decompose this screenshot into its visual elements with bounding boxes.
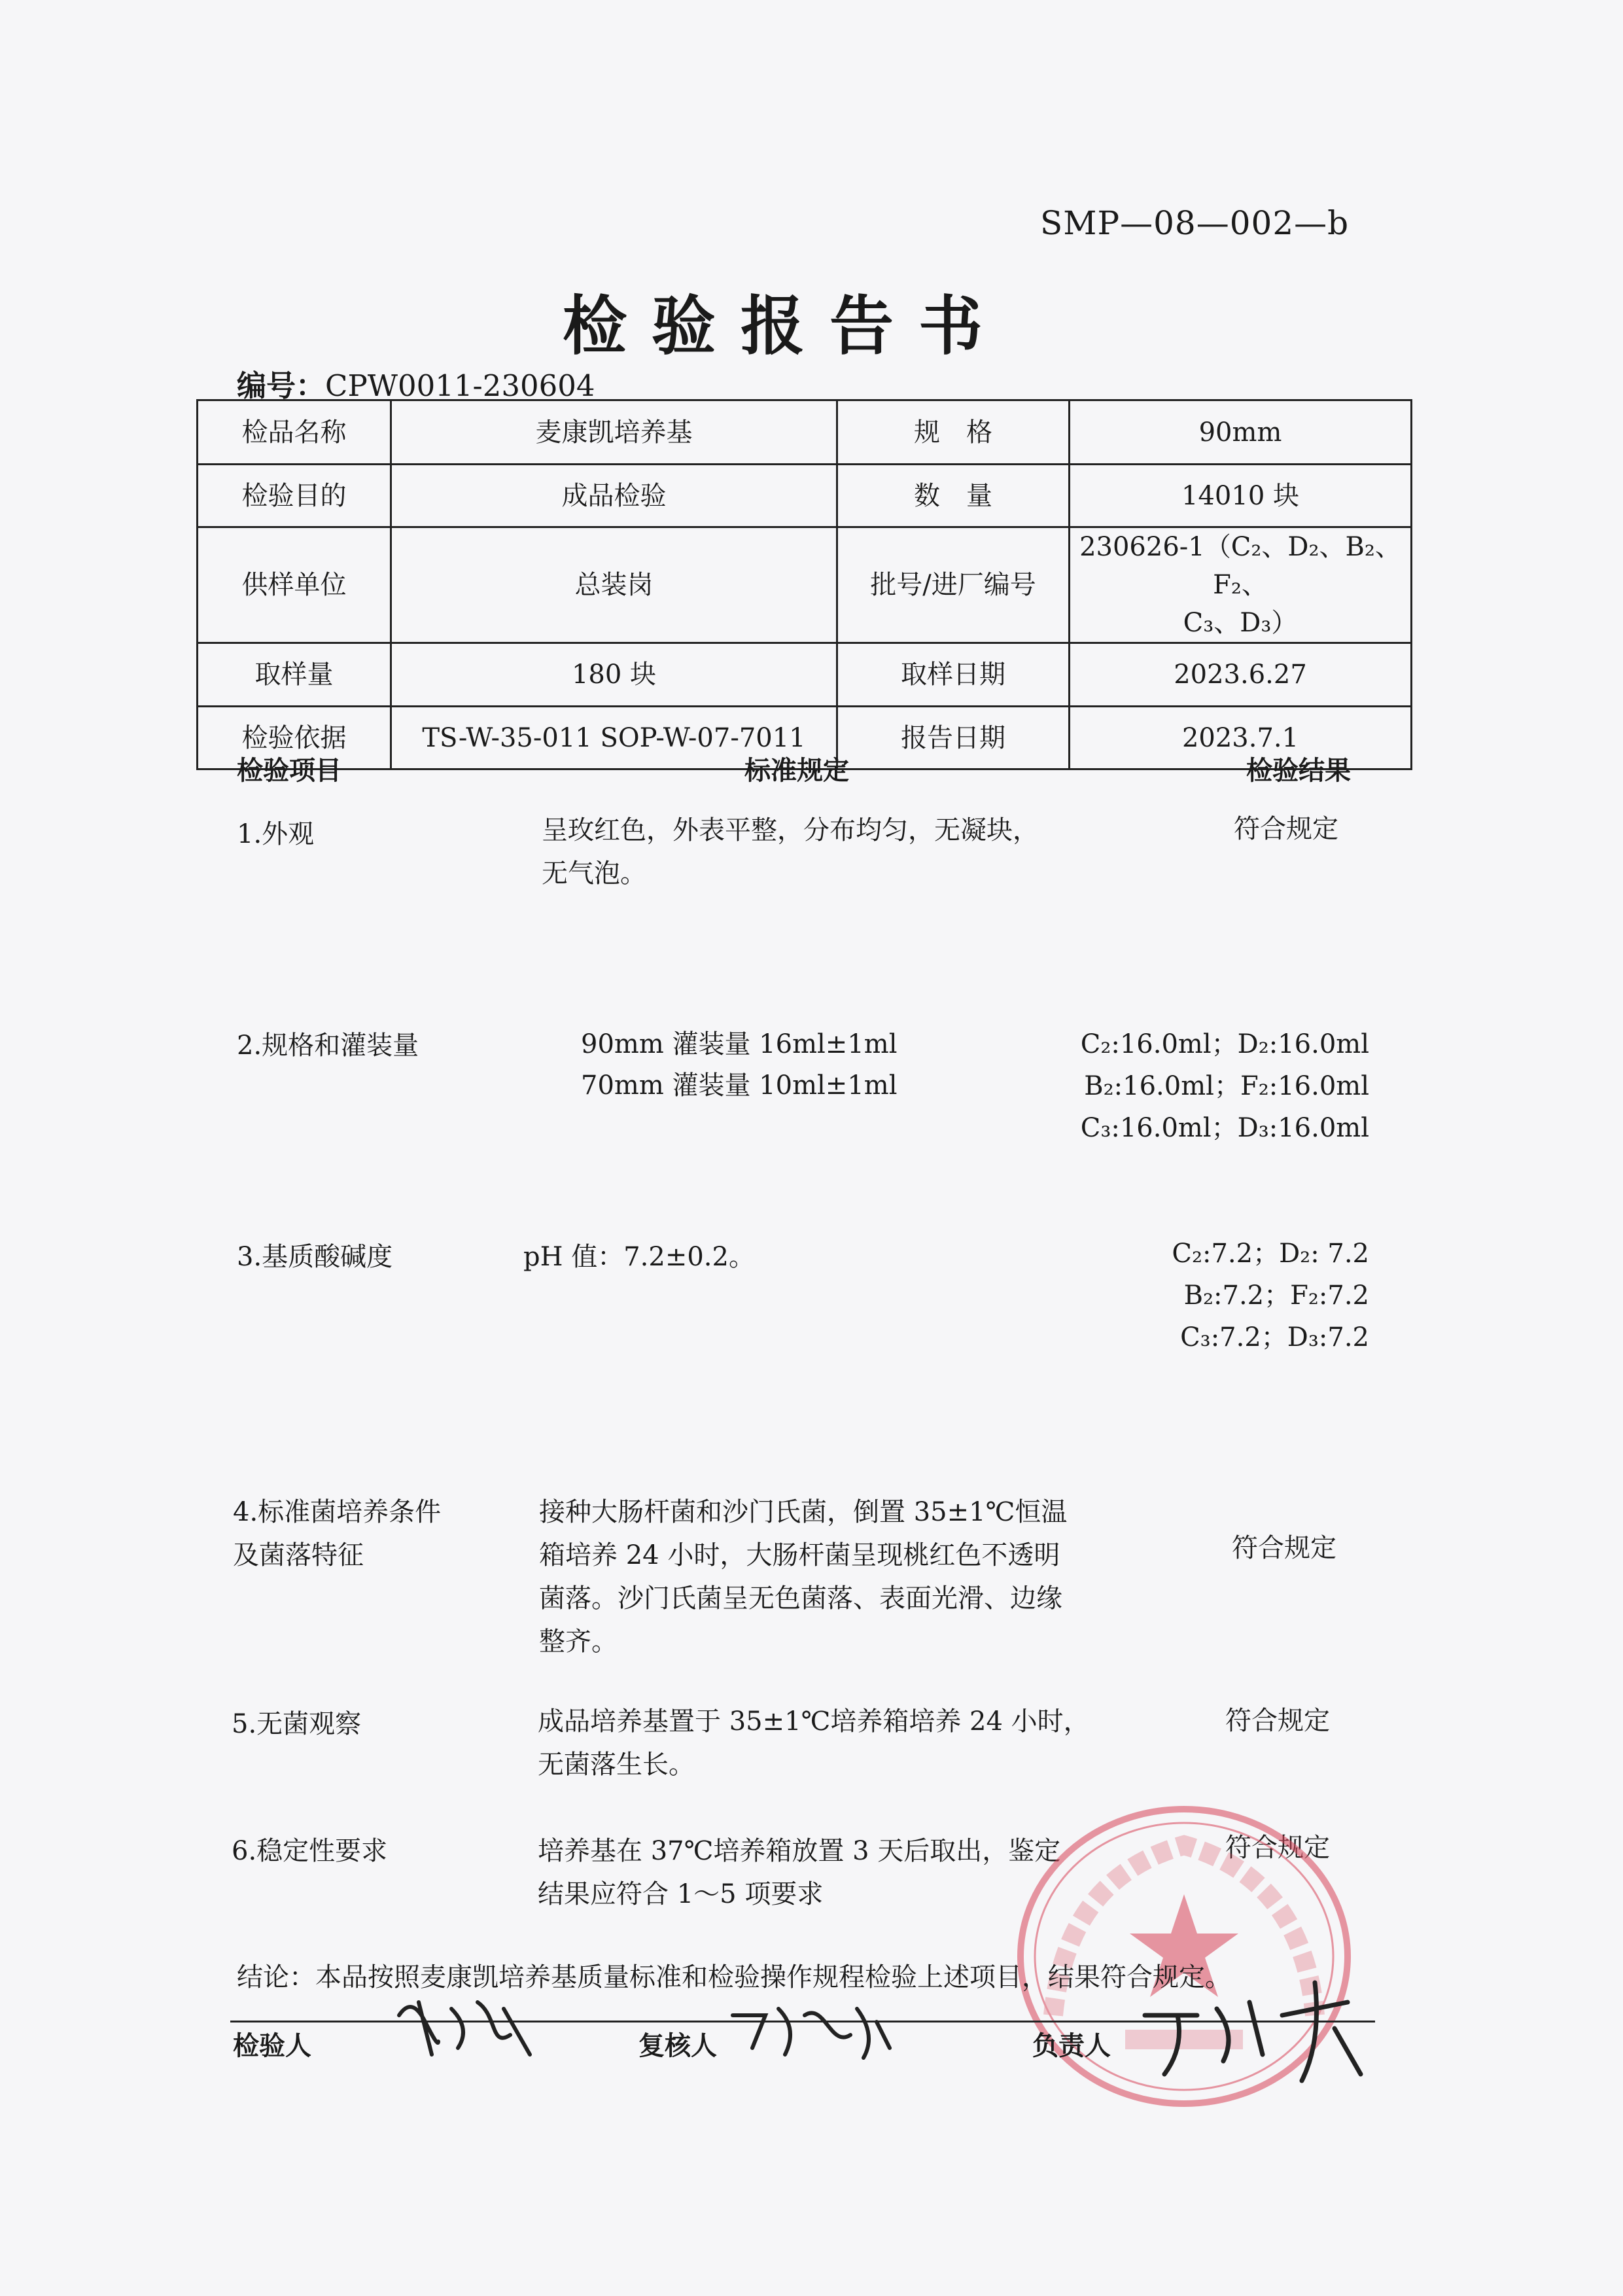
standard-line: 无气泡。 [542, 858, 646, 889]
responsible-label: 负责人 [1032, 2030, 1111, 2061]
standard-line: 70mm 灌装量 10ml±1ml [581, 1070, 898, 1101]
sample-date-label: 取样日期 [837, 643, 1070, 707]
item-4-name [233, 1491, 521, 1577]
result-line: C₃:7.2；D₃:7.2 [1180, 1322, 1369, 1352]
report-date-value: 2023.7.1 [1070, 707, 1412, 769]
supplier-value: 总装岗 [391, 527, 837, 643]
spec-label: 规 格 [837, 400, 1070, 465]
result-line: C₂:16.0ml；D₂:16.0ml [1080, 1029, 1369, 1059]
batch-label: 批号/进厂编号 [837, 527, 1070, 643]
table-row [198, 643, 1412, 707]
standard-line: 接种大肠杆菌和沙门氏菌，倒置 35±1℃恒温 [539, 1497, 1068, 1527]
product-name-value: 麦康凯培养基 [391, 400, 837, 465]
item-name-line: 4.标准菌培养条件 [233, 1497, 442, 1527]
sample-qty-label: 取样量 [198, 643, 391, 707]
responsible-signature [1138, 1976, 1374, 2087]
header-result: 检验结果 [1246, 755, 1351, 786]
quantity-value: 14010 块 [1070, 465, 1412, 527]
purpose-label: 检验目的 [198, 465, 391, 527]
item-3-name: 3.基质酸碱度 [237, 1242, 393, 1272]
report-date-label: 报告日期 [837, 707, 1070, 769]
sample-qty-value: 180 块 [391, 643, 837, 707]
reviewer-signature [726, 1996, 896, 2068]
sample-date-value: 2023.6.27 [1070, 643, 1412, 707]
item-4-result: 符合规定 [1232, 1533, 1336, 1563]
inspector-label: 检验人 [233, 2030, 311, 2061]
standard-line: 呈玫红色，外表平整，分布均匀，无凝块， [542, 815, 1039, 845]
item-2-name: 2.规格和灌装量 [237, 1031, 419, 1061]
product-name-label: 检品名称 [198, 400, 391, 465]
info-table [196, 399, 1412, 770]
item-6-name: 6.稳定性要求 [232, 1836, 388, 1866]
conclusion: 结论：本品按照麦康凯培养基质量标准和检验操作规程检验上述项目，结果符合规定。 [237, 1962, 1231, 1992]
result-line: B₂:16.0ml；F₂:16.0ml [1084, 1071, 1369, 1101]
batch-value [1070, 527, 1412, 643]
standard-line: 培养基在 37℃培养箱放置 3 天后取出，鉴定 [538, 1836, 1061, 1866]
page-title: 检验报告书 [563, 289, 1008, 364]
item-5-result: 符合规定 [1225, 1706, 1330, 1736]
report-number-label: 编号： [237, 368, 326, 403]
inspector-signature [393, 1989, 543, 2068]
supplier-label: 供样单位 [198, 527, 391, 643]
table-row [198, 527, 1412, 643]
standard-line: 箱培养 24 小时，大肠杆菌呈现桃红色不透明 [539, 1540, 1060, 1570]
spec-value: 90mm [1070, 400, 1412, 465]
result-line: C₂:7.2；D₂: 7.2 [1172, 1239, 1369, 1269]
basis-value: TS-W-35-011 SOP-W-07-7011 [391, 707, 837, 769]
report-number-value: CPW0011-230604 [325, 368, 595, 403]
item-1-result: 符合规定 [1234, 814, 1338, 844]
item-4-standard [539, 1491, 1167, 1663]
result-line: C₃:16.0ml；D₃:16.0ml [1080, 1113, 1369, 1143]
header-item: 检验项目 [237, 755, 341, 786]
header-standard: 标准规定 [744, 755, 849, 786]
standard-line: 90mm 灌装量 16ml±1ml [581, 1029, 898, 1059]
item-name-line: 及菌落特征 [233, 1540, 364, 1570]
table-row [198, 465, 1412, 527]
reviewer-label: 复核人 [638, 2030, 717, 2061]
document-code: SMP—08—002—b [1040, 204, 1350, 242]
item-6-result: 符合规定 [1225, 1833, 1330, 1863]
item-2-standard [581, 1024, 1078, 1106]
report-number [237, 362, 595, 404]
basis-label: 检验依据 [198, 707, 391, 769]
quantity-label: 数 量 [837, 465, 1070, 527]
standard-line: 菌落。沙门氏菌呈无色菌落、表面光滑、边缘 [539, 1583, 1062, 1614]
item-1-standard [542, 809, 1130, 895]
item-5-name: 5.无菌观察 [232, 1709, 362, 1739]
standard-line: 整齐。 [539, 1627, 618, 1657]
standard-line: 结果应符合 1～5 项要求 [538, 1879, 824, 1909]
standard-line: 无菌落生长。 [538, 1750, 695, 1780]
item-5-standard [538, 1700, 1166, 1786]
result-line: B₂:7.2；F₂:7.2 [1183, 1280, 1369, 1311]
item-2-result [1081, 1023, 1369, 1149]
batch-value-line: C₃、D₃） [1183, 608, 1298, 638]
standard-line: 成品培养基置于 35±1℃培养箱培养 24 小时， [538, 1706, 1090, 1737]
item-3-result [1172, 1233, 1369, 1358]
purpose-value: 成品检验 [391, 465, 837, 527]
batch-value-line: 230626-1（C₂、D₂、B₂、F₂、 [1079, 532, 1401, 600]
table-row [198, 400, 1412, 465]
item-1-name: 1.外观 [237, 819, 315, 849]
item-3-standard: pH 值：7.2±0.2。 [523, 1242, 755, 1272]
